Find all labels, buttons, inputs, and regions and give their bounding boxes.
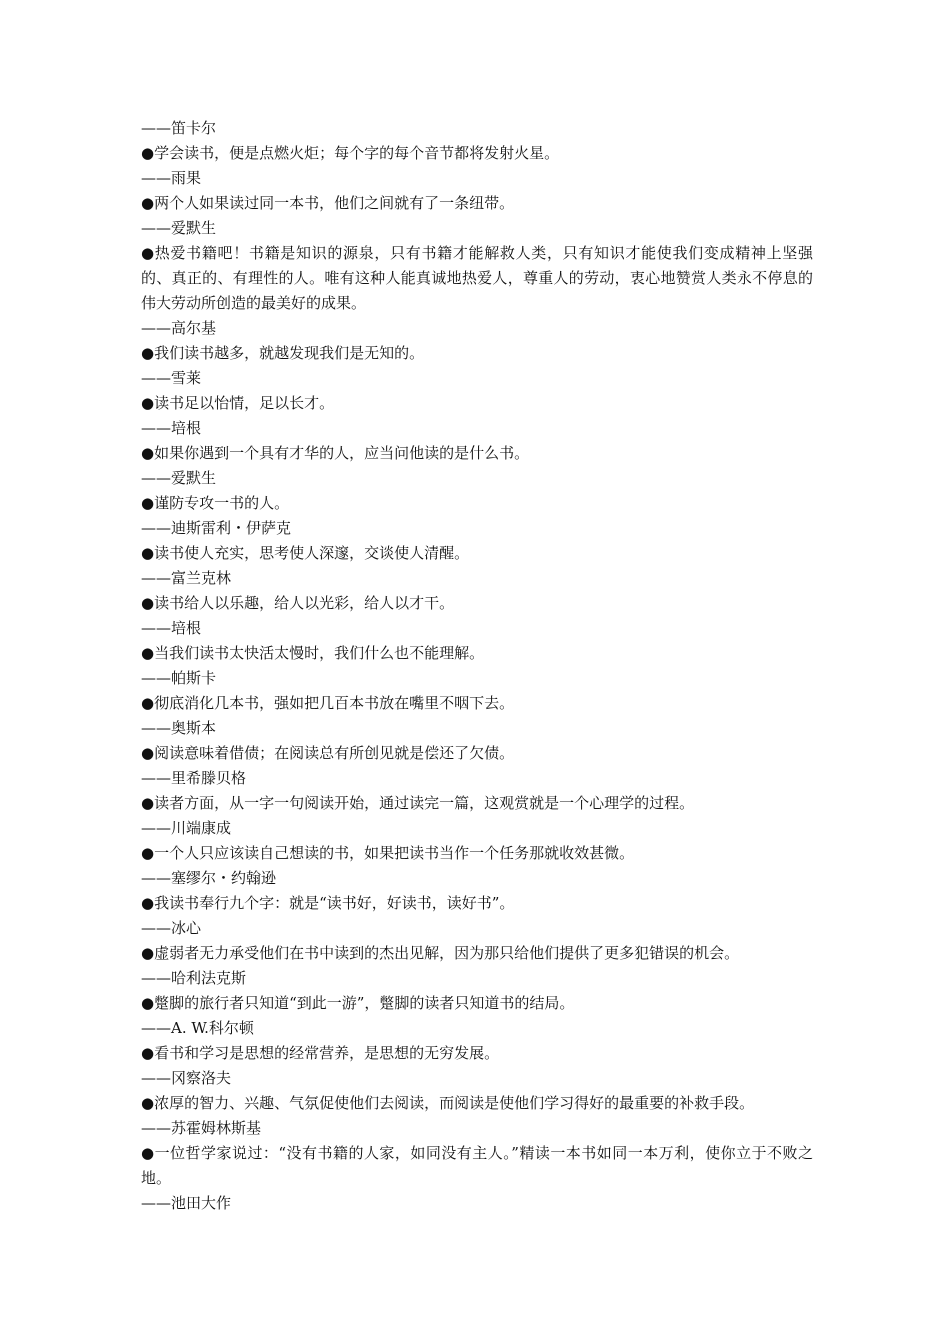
- quote-line: ●读书足以怡情，足以长才。: [141, 394, 335, 412]
- author-line: ——池田大作: [141, 1194, 232, 1212]
- author-line: ——川端康成: [141, 819, 232, 837]
- document-page: [141, 116, 813, 1216]
- quote-line: ●一位哲学家说过：“没有书籍的人家，如同没有主人。”精读一本书如同一本万利，使你立于不败之地。: [141, 1144, 813, 1187]
- author-line: ——里希滕贝格: [141, 769, 247, 787]
- author-line: ——冰心: [141, 919, 202, 937]
- author-line: ——哈利法克斯: [141, 969, 247, 987]
- quote-line: ●当我们读书太快活太慢时，我们什么也不能理解。: [141, 644, 485, 662]
- quote-line: ●浓厚的智力、兴趣、气氛促使他们去阅读，而阅读是使他们学习得好的最重要的补救手段。: [141, 1094, 755, 1112]
- quote-line: ●学会读书，便是点燃火炬；每个字的每个音节都将发射火星。: [141, 144, 560, 162]
- quote-line: ●阅读意味着借债；在阅读总有所创见就是偿还了欠债。: [141, 744, 515, 762]
- quote-line: ●读者方面，从一字一句阅读开始，通过读完一篇，这观赏就是一个心理学的过程。: [141, 794, 695, 812]
- author-line: ——爱默生: [141, 469, 217, 487]
- author-line: ——雨果: [141, 169, 202, 187]
- author-line: ——迪斯雷利・伊萨克: [141, 519, 292, 537]
- quote-line: ●看书和学习是思想的经常营养，是思想的无穷发展。: [141, 1044, 500, 1062]
- author-line: ——A. W.科尔顿: [141, 1019, 254, 1037]
- quote-line: ●蹩脚的旅行者只知道“到此一游”，蹩脚的读者只知道书的结局。: [141, 994, 575, 1012]
- author-line: ——塞缪尔・约翰逊: [141, 869, 277, 887]
- author-line: ——爱默生: [141, 219, 217, 237]
- author-line: ——培根: [141, 619, 202, 637]
- author-line: ——富兰克林: [141, 569, 232, 587]
- quote-list: [141, 116, 813, 1216]
- quote-line: ●读书给人以乐趣，给人以光彩，给人以才干。: [141, 594, 455, 612]
- quote-line: ●彻底消化几本书，强如把几百本书放在嘴里不咽下去。: [141, 694, 515, 712]
- author-line: ——帕斯卡: [141, 669, 217, 687]
- quote-line: ●两个人如果读过同一本书，他们之间就有了一条纽带。: [141, 194, 515, 212]
- quote-line: ●热爱书籍吧！书籍是知识的源泉，只有书籍才能解救人类，只有知识才能使我们变成精神上坚强的、真正的、有理性的人。唯有这种人能真诚地热爱人，尊重人的劳动，衷心地赞赏人类永不停息的伟大劳动所创造的最美好的成果。: [141, 244, 813, 312]
- quote-line: ●虚弱者无力承受他们在书中读到的杰出见解，因为那只给他们提供了更多犯错误的机会。: [141, 944, 740, 962]
- quote-line: ●我们读书越多，就越发现我们是无知的。: [141, 344, 425, 362]
- quote-line: ●如果你遇到一个具有才华的人，应当问他读的是什么书。: [141, 444, 530, 462]
- quote-line: ●我读书奉行九个字：就是“读书好，好读书，读好书”。: [141, 894, 515, 912]
- quote-line: ●谨防专攻一书的人。: [141, 494, 290, 512]
- author-line: ——奥斯本: [141, 719, 217, 737]
- author-line: ——冈察洛夫: [141, 1069, 232, 1087]
- quote-line: ●读书使人充实，思考使人深邃，交谈使人清醒。: [141, 544, 470, 562]
- author-line: ——高尔基: [141, 319, 217, 337]
- author-line: ——雪莱: [141, 369, 202, 387]
- author-line: ——培根: [141, 419, 202, 437]
- author-line: ——笛卡尔: [141, 119, 217, 137]
- quote-line: ●一个人只应该读自己想读的书，如果把读书当作一个任务那就收效甚微。: [141, 844, 635, 862]
- author-line: ——苏霍姆林斯基: [141, 1119, 262, 1137]
